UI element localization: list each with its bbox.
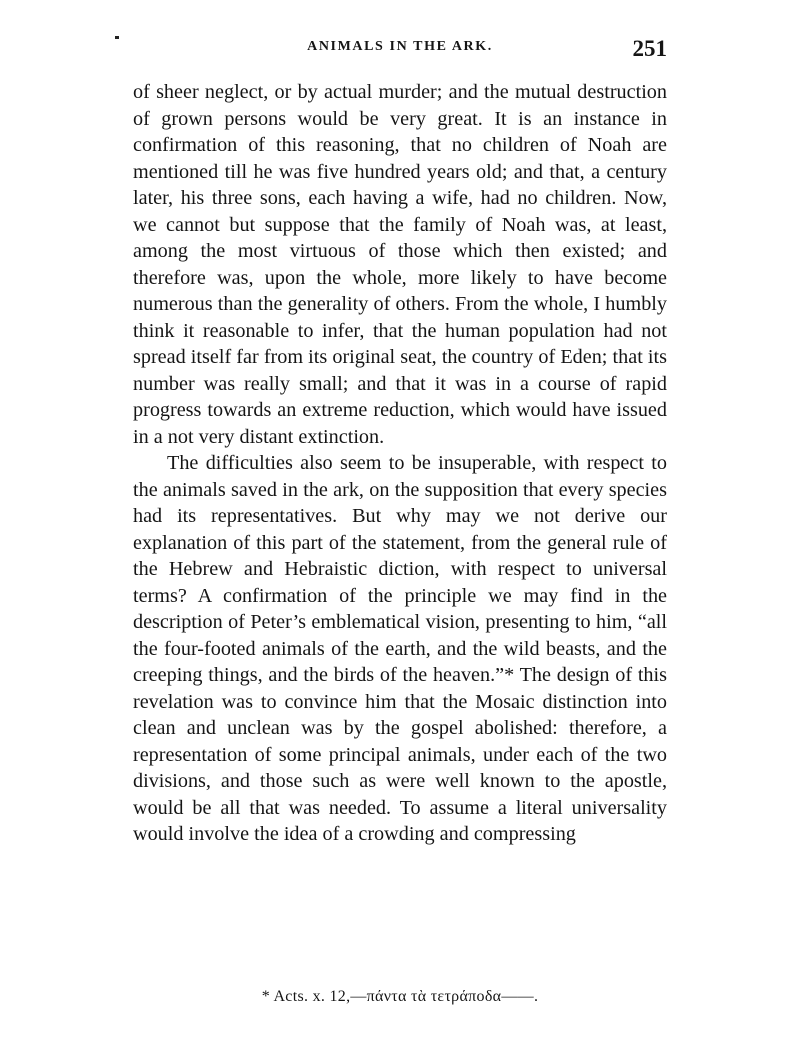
paragraph-2: The difficulties also seem to be insuperable, with respect to the animals saved in the ark, on the supposition that every species had its representatives. But why may we not derive our explanation of this part of the statement, from the general rule of the Hebrew and Hebraistic diction, with respect to universal terms? A confirmation of the principle we may find in the description of Peter’s emblematical vision, presenting to him, “all the four-footed animals of the earth, and the wild beasts, and the creeping things, and the birds of the heaven.”* The design of this revelation was to convince him that the Mosaic distinction into clean and unclean was by the gospel abolished: therefore, a representation of some principal animals, under each of the two divisions, and those such as were well known to the apostle, would be all that was needed. To assume a literal universality would involve the idea of a crowding and compressing (133, 452, 667, 845)
body-text (133, 79, 667, 848)
page-header (133, 36, 667, 66)
print-speck (115, 36, 119, 39)
running-title: ANIMALS IN THE ARK. (307, 39, 493, 54)
paragraph-1: of sheer neglect, or by actual murder; and the mutual destruction of grown persons would be very great. It is an instance in confirmation of this reasoning, that no children of Noah are mentioned till he was five hundred years old; and that, a century later, his three sons, each having a wife, had no children. Now, we cannot but suppose that the family of Noah was, at least, among the most virtuous of those which then existed; and therefore was, upon the whole, more likely to have become numerous than the generality of others. From the whole, I humbly think it reasonable to infer, that the human population had not spread itself far from its original seat, the country of Eden; that its number was really small; and that it was in a course of rapid progress towards an extreme reduction, which would have issued in a not very distant extinction. (133, 81, 667, 448)
page-number: 251 (632, 36, 667, 61)
footnote: * Acts. x. 12,—πάντα τὰ τετράποδα——. (261, 988, 539, 1005)
